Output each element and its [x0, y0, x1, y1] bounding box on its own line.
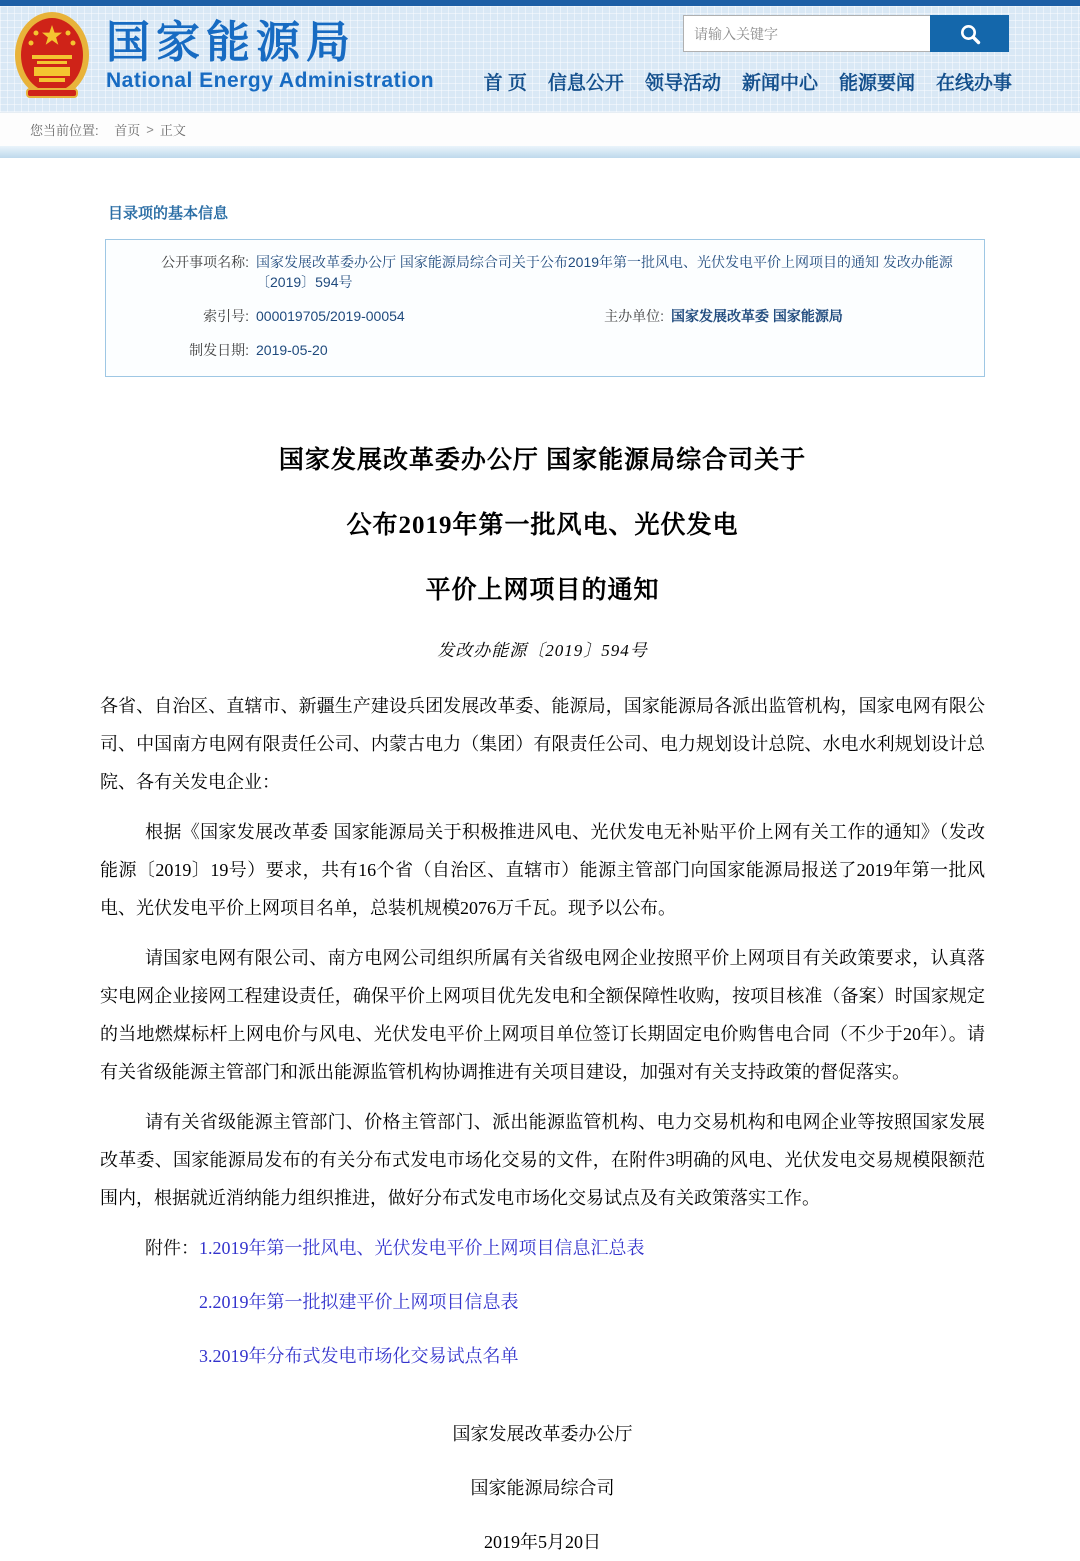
org-label: 主办单位:: [604, 308, 664, 324]
attachment-line-3: [199, 1337, 985, 1375]
search-icon: [958, 22, 982, 46]
site-logo-link[interactable]: [12, 10, 434, 106]
attachment-link-1[interactable]: 1.2019年第一批风电、光伏发电平价上网项目信息汇总表: [199, 1238, 645, 1258]
nav-item-leadership[interactable]: 领导活动: [644, 73, 721, 94]
nav-item-news[interactable]: 新闻中心: [741, 73, 818, 94]
signature-org-1: 国家发展改革委办公厅: [452, 1424, 633, 1444]
site-title-cn: 国家能源局: [106, 18, 356, 67]
catalog-info-box: [105, 239, 985, 377]
attachments-label: 附件：: [145, 1238, 199, 1258]
date-label: 制发日期:: [189, 342, 249, 358]
org-value: 国家发展改革委 国家能源局: [671, 308, 843, 324]
document-title-line-1: 国家发展改革委办公厅 国家能源局综合司关于: [278, 447, 807, 474]
paragraph-grid: 请国家电网有限公司、南方电网公司组织所属有关省级电网企业按照平价上网项目有关政策要求，认真落实电网企业接网工程建设责任，确保平价上网项目优先发电和全额保障性收购，按项目核准（备案）时国家规定的当地燃煤标杆上网电价与风电、光伏发电平价上网项目单位签订长期固定电价购售电合同（不少于20年）。请有关省级能源主管部门和派出能源监管机构协调推进有关项目建设，加强对有关支持政策的督促落实。: [100, 948, 985, 1082]
search-input[interactable]: [683, 15, 930, 52]
site-header: [0, 6, 1080, 112]
nav-item-home[interactable]: 首 页: [483, 73, 527, 94]
document-title-line-2: 公布2019年第一批风电、光伏发电: [346, 512, 739, 539]
date-value: 2019-05-20: [256, 342, 328, 358]
site-title: [106, 10, 434, 94]
nav-item-info[interactable]: 信息公开: [547, 73, 624, 94]
index-label: 索引号:: [203, 308, 249, 324]
document-number: 发改办能源〔2019〕594号: [437, 641, 648, 660]
document-body: [100, 687, 985, 1561]
name-label: 公开事项名称:: [161, 254, 249, 270]
page-content: [0, 202, 1080, 1561]
attachment-link-2[interactable]: 2.2019年第一批拟建平价上网项目信息表: [199, 1292, 519, 1312]
nav-item-energy-news[interactable]: 能源要闻: [838, 73, 915, 94]
catalog-heading: 目录项的基本信息: [108, 205, 229, 222]
divider-bar: [0, 146, 1080, 158]
info-row-index-org: [106, 306, 974, 326]
breadcrumb-separator: >: [146, 122, 154, 137]
breadcrumb-home-link[interactable]: 首页: [114, 123, 141, 138]
signature-block: [100, 1415, 985, 1561]
paragraph-market: 请有关省级能源主管部门、价格主管部门、派出能源监管机构、电力交易机构和电网企业等按照国家发展改革委、国家能源局发布的有关分布式发电市场化交易的文件，在附件3明确的风电、光伏发电交易规模限额范围内，根据就近消纳能力组织推进，做好分布式发电市场化交易试点及有关政策落实工作。: [100, 1112, 985, 1208]
attachment-link-3[interactable]: 3.2019年分布式发电市场化交易试点名单: [199, 1346, 519, 1366]
paragraph-basis: 根据《国家发展改革委 国家能源局关于积极推进风电、光伏发电无补贴平价上网有关工作的通知》（发改能源〔2019〕19号）要求，共有16个省（自治区、直辖市）能源主管部门向国家能源局报送了2019年第一批风电、光伏发电平价上网项目名单，总装机规模2076万千瓦。现予以公布。: [100, 822, 985, 918]
attachments: [145, 1229, 985, 1375]
document-title-line-3: 平价上网项目的通知: [425, 577, 660, 604]
signature-org-2: 国家能源局综合司: [470, 1478, 615, 1498]
breadcrumb-current: 正文: [159, 123, 186, 138]
site-title-en: National Energy Administration: [106, 69, 435, 92]
document-title: [100, 445, 985, 607]
national-emblem-icon: [12, 10, 92, 106]
info-row-date: [106, 340, 974, 360]
info-row-name: [106, 252, 974, 292]
signature-date: 2019年5月20日: [484, 1532, 601, 1552]
main-nav: [484, 68, 1012, 95]
paragraph-addressees: 各省、自治区、直辖市、新疆生产建设兵团发展改革委、能源局，国家能源局各派出监管机构，国家电网有限公司、中国南方电网有限责任公司、内蒙古电力（集团）有限责任公司、电力规划设计总院、水电水利规划设计总院、各有关发电企业：: [100, 696, 985, 792]
index-value: 000019705/2019-00054: [256, 308, 405, 324]
nav-item-online[interactable]: 在线办事: [935, 73, 1012, 94]
breadcrumb: [0, 112, 1080, 146]
search-bar: [683, 15, 1009, 52]
attachment-line-1: [145, 1229, 985, 1267]
attachment-line-2: [199, 1283, 985, 1321]
breadcrumb-prefix: 您当前位置:: [30, 123, 99, 138]
search-button[interactable]: [930, 15, 1009, 52]
breadcrumb-space: [105, 122, 109, 137]
name-value: 国家发展改革委办公厅 国家能源局综合司关于公布2019年第一批风电、光伏发电平价上网项目的通知 发改办能源〔2019〕594号: [256, 254, 953, 290]
